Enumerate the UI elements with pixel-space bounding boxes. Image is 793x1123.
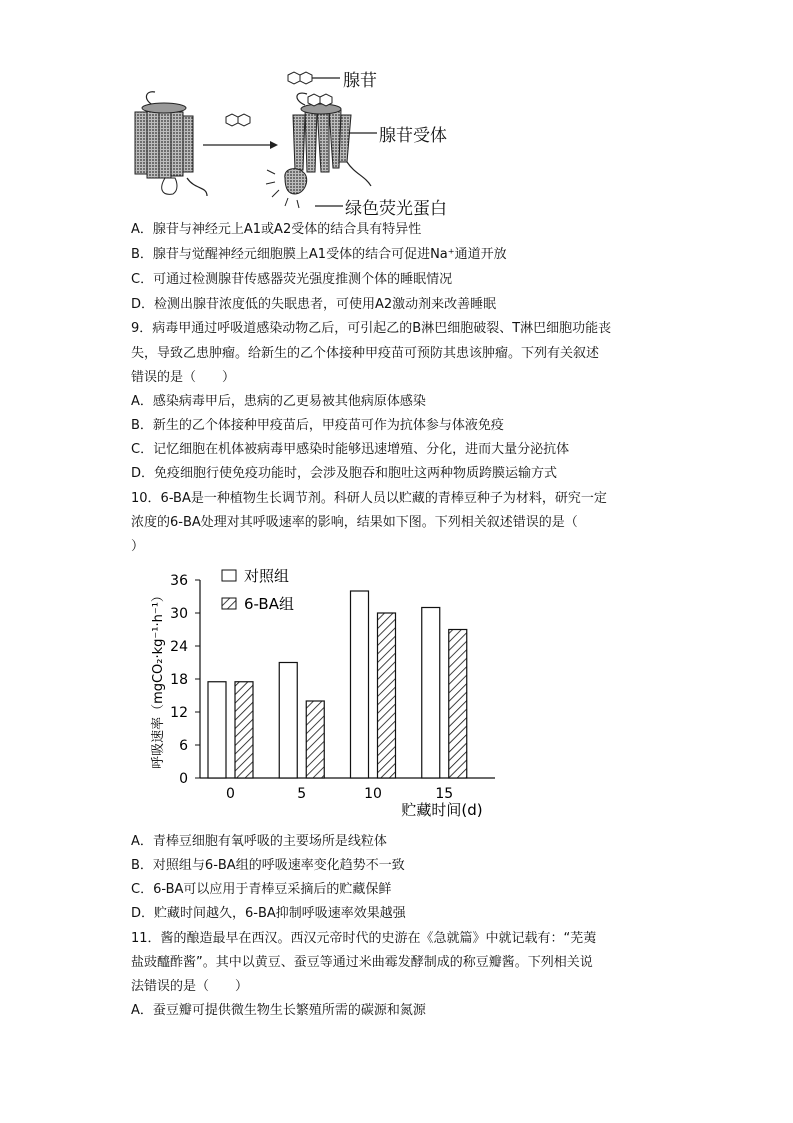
y-tick-label: 18: [170, 672, 188, 688]
bar-6ba-0: [235, 682, 253, 778]
q10-stem-line-1: 10．6-BA是一种植物生长调节剂。科研人员以贮藏的青棒豆种子为材料，研究一定: [131, 491, 607, 506]
y-tick-label: 36: [170, 573, 188, 589]
legend-label: 6-BA组: [244, 595, 294, 613]
x-tick-label: 10: [364, 786, 382, 802]
legend-swatch: [222, 570, 236, 581]
y-tick-label: 0: [179, 771, 188, 787]
q9-stem-line-2: 失，导致乙患肿瘤。给新生的乙个体接种甲疫苗可预防其患该肿瘤。下列有关叙述: [131, 346, 600, 361]
respiration-rate-chart: [140, 560, 500, 830]
label-gfp: 绿色荧光蛋白: [345, 199, 447, 219]
arrow-icon: [203, 141, 278, 149]
label-receptor: 腺苷受体: [379, 126, 447, 146]
adenosine-molecule-icon: [226, 114, 250, 126]
q9-option-a: A．感染病毒甲后，患病的乙更易被其他病原体感染: [131, 394, 426, 409]
q10-option-c: C．6-BA可以应用于青棒豆采摘后的贮藏保鲜: [131, 882, 392, 897]
q8-option-c: C．可通过检测腺苷传感器荧光强度推测个体的睡眠情况: [131, 272, 453, 287]
bar-6ba-10: [378, 613, 396, 778]
receptor-bound-icon: [266, 93, 371, 208]
q10-stem-line-3: ）: [131, 539, 145, 554]
y-tick-label: 30: [170, 606, 188, 622]
q11-option-a: A．蚕豆瓣可提供微生物生长繁殖所需的碳源和氮源: [131, 1003, 426, 1018]
q10-option-a: A．青棒豆细胞有氧呼吸的主要场所是线粒体: [131, 834, 387, 849]
q8-option-b: B．腺苷与觉醒神经元细胞膜上A1受体的结合可促进Na⁺通道开放: [131, 247, 507, 262]
q9-stem-line-1: 9．病毒甲通过呼吸道感染动物乙后，可引起乙的B淋巴细胞破裂、T淋巴细胞功能丧: [131, 321, 612, 336]
q10-option-d: D．贮藏时间越久，6-BA抑制呼吸速率效果越强: [131, 906, 406, 921]
bar-control-5: [279, 663, 297, 779]
adenosine-label-molecule-icon: [288, 72, 312, 84]
legend-label: 对照组: [244, 567, 290, 585]
q11-stem-line-3: 法错误的是（ ）: [131, 979, 249, 994]
bar-control-10: [351, 591, 369, 778]
y-tick-label: 24: [170, 639, 188, 655]
q10-stem-line-2: 浓度的6-BA处理对其呼吸速率的影响，结果如下图。下列相关叙述错误的是（: [131, 515, 578, 530]
q10-option-b: B．对照组与6-BA组的呼吸速率变化趋势不一致: [131, 858, 405, 873]
x-tick-label: 15: [435, 786, 454, 802]
q9-option-d: D．免疫细胞行使免疫功能时，会涉及胞吞和胞吐这两种物质跨膜运输方式: [131, 466, 558, 481]
bar-6ba-15: [449, 630, 467, 779]
bar-6ba-5: [306, 701, 324, 778]
x-tick-label: 0: [226, 786, 235, 802]
q11-stem-line-2: 盐豉醯酢酱”。其中以黄豆、蚕豆等通过米曲霉发酵制成的称豆瓣酱。下列相关说: [131, 955, 593, 970]
legend-swatch: [222, 598, 236, 609]
q9-stem-line-3: 错误的是（ ）: [131, 370, 236, 385]
x-tick-label: 5: [297, 786, 307, 802]
q8-option-d: D．检测出腺苷浓度低的失眠患者，可使用A2激动剂来改善睡眠: [131, 297, 497, 312]
label-adenosine: 腺苷: [343, 71, 377, 91]
q9-option-b: B．新生的乙个体接种甲疫苗后，甲疫苗可作为抗体参与体液免疫: [131, 418, 504, 433]
receptor-unbound-icon: [135, 92, 207, 196]
y-tick-label: 6: [179, 738, 188, 754]
y-axis-label: 呼吸速率（mgCO₂·kg⁻¹·h⁻¹）: [151, 589, 166, 769]
bar-control-15: [422, 608, 440, 779]
x-axis-label: 贮藏时间(d): [401, 801, 483, 819]
q9-option-c: C．记忆细胞在机体被病毒甲感染时能够迅速增殖、分化，进而大量分泌抗体: [131, 442, 570, 457]
q8-option-a: A．腺苷与神经元上A1或A2受体的结合具有特异性: [131, 222, 422, 237]
bar-control-0: [208, 682, 226, 778]
y-tick-label: 12: [170, 705, 188, 721]
q11-stem-line-1: 11．酱的酿造最早在西汉。西汉元帝时代的史游在《急就篇》中就记载有：“芜荑: [131, 931, 597, 946]
